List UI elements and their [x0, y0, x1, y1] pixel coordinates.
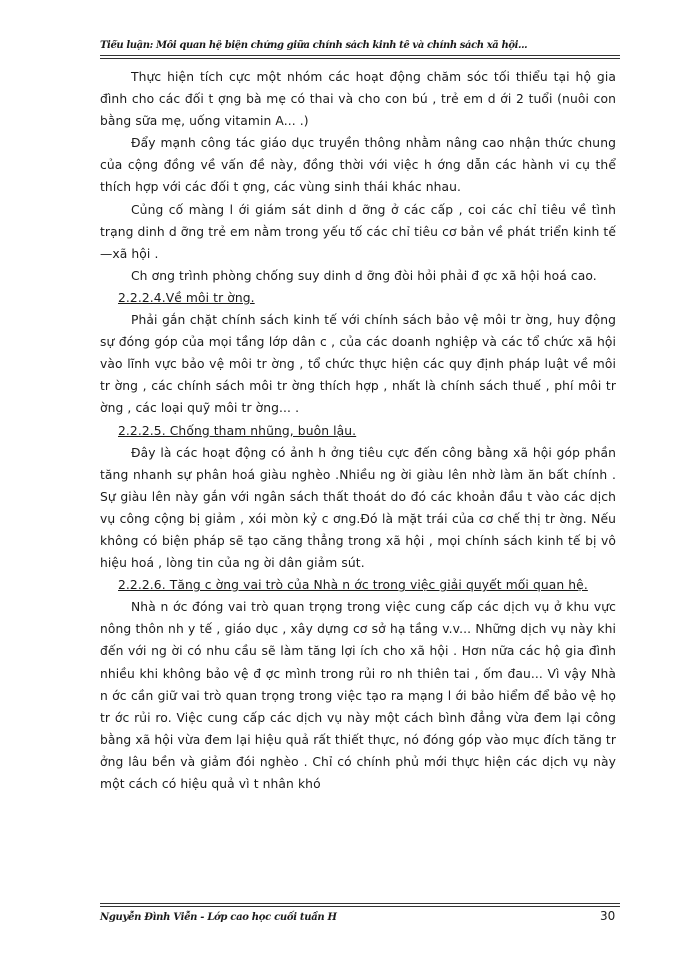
- header-divider: [100, 55, 620, 56]
- section-heading-text: 2.2.2.4.Về môi tr ờng.: [118, 290, 255, 305]
- running-header: Tiểu luận: Mối quan hệ biện chứng giữa chính sách kinh tế và chính sách xã hội...: [100, 40, 528, 51]
- running-footer: Nguyễn Đình Viễn - Lớp cao học cuối tuần H: [100, 912, 337, 923]
- paragraph: Nhà n ớc đóng vai trò quan trọng trong việc cung cấp các dịch vụ ở khu vực nông thôn nh y tế , giáo dục , xây dựng cơ sở hạ tầng v.v... Những dịch vụ này khi đến với ng ời có nhu cầu sẽ làm tăng lợi ích cho xã hội . Hơn nữa các hộ gia đình nhiều khi không bảo vệ đ ợc mình trong rủi ro nh thiên tai , ốm đau... Vì vậy Nhà n ớc cần giữ vai trò quan trọng trong việc tạo ra mạng l ới bảo hiểm để bảo vệ họ tr ớc rủi ro. Việc cung cấp các dịch vụ này một cách bình đẳng vừa đem lại công bằng xã hội vừa đem lại hiệu quả rất thiết thực, nó đóng góp vào mục đích tăng tr ởng lâu bền và giảm đói nghèo . Chỉ có chính phủ mới thực hiện các dịch vụ này một cách có hiệu quả vì t nhân khó: [100, 600, 616, 791]
- paragraph: Củng cố màng l ới giám sát dinh d ỡng ở các cấp , coi các chỉ tiêu về tình trạng dinh d ỡng trẻ em nằm trong yếu tố các chỉ tiêu cơ bản về phát triển kinh tế —xã hội .: [100, 202, 616, 261]
- footer-divider: [100, 903, 620, 904]
- section-heading: [100, 287, 616, 309]
- section-heading: [100, 420, 616, 442]
- paragraph: Phải gắn chặt chính sách kinh tế với chính sách bảo vệ môi tr ờng, huy động sự đóng góp của mọi tầng lớp dân c , của các doanh nghiệp và các tổ chức xã hội vào lĩnh vực bảo vệ môi tr ờng , tổ chức thực hiện các quy định pháp luật về môi tr ờng , các chính sách môi tr ờng thích hợp , nhất là chính sách thuế , phí môi tr ờng , các loại quỹ môi tr ờng... .: [100, 313, 616, 416]
- header-divider-double: [100, 58, 620, 59]
- section-heading-text: 2.2.2.5. Chống tham nhũng, buôn lậu.: [118, 423, 357, 438]
- section-heading: [100, 574, 616, 596]
- paragraph: Thực hiện tích cực một nhóm các hoạt động chăm sóc tối thiểu tại hộ gia đình cho các đối t ợng bà mẹ có thai và cho con bú , trẻ em d ới 2 tuổi (nuôi con bằng sữa mẹ, uống vitamin A... .): [100, 70, 616, 129]
- paragraph: Ch ơng trình phòng chống suy dinh d ỡng đòi hỏi phải đ ợc xã hội hoá cao.: [131, 268, 597, 283]
- paragraph: Đẩy mạnh công tác giáo dục truyền thông nhằm nâng cao nhận thức chung của cộng đồng về vấn đề này, đồng thời với việc h ớng dẫn các hành vi cụ thể thích hợp với các đối t ợng, các vùng sinh thái khác nhau.: [100, 136, 616, 195]
- section-heading-text: 2.2.2.6. Tăng c ờng vai trò của Nhà n ớc trong việc giải quyết mối quan hệ.: [118, 578, 588, 593]
- page-body: [100, 66, 616, 795]
- footer-divider-double: [100, 906, 620, 907]
- page-number: 30: [600, 909, 616, 923]
- paragraph: Đây là các hoạt động có ảnh h ởng tiêu cực đến công bằng xã hội góp phần tăng nhanh sự phân hoá giàu nghèo .Nhiều ng ời giàu lên nhờ làm ăn bất chính . Sự giàu lên này gắn với ngân sách thất thoát do đó các khoản đầu t vào các dịch vụ công cộng bị giảm , xói mòn kỷ c ơng.Đó là mặt trái của cơ chế thị tr ờng. Nếu không có biện pháp sẽ tạo căng thẳng trong xã hội , mọi chính sách kinh tế bị vô hiệu hoá , lòng tin của ng ời dân giảm sút.: [100, 445, 616, 571]
